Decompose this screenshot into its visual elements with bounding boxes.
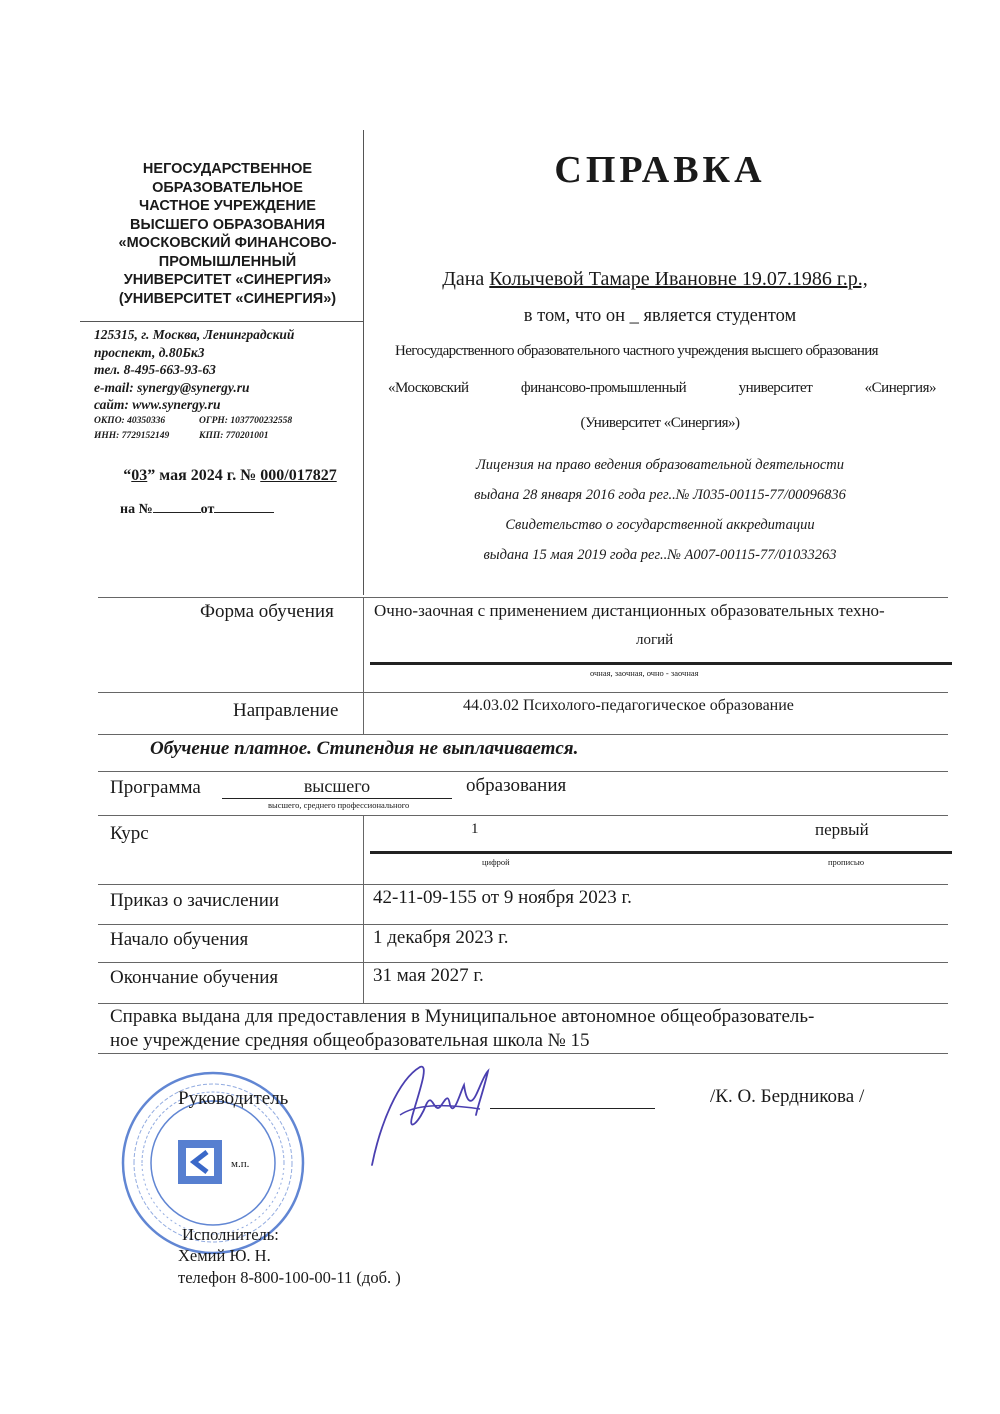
course-hint-words: прописью	[828, 857, 865, 867]
org-ogrn: ОГРН: 1037700232558	[199, 415, 293, 426]
form-value-line1: Очно-заочная с применением дистанционных образовательных техно-	[374, 601, 885, 620]
course-label: Курс	[110, 823, 149, 844]
row-divider	[98, 692, 948, 693]
license-line: Лицензия на право ведения образовательной деятельности	[475, 457, 845, 473]
header-divider	[80, 321, 363, 322]
given-to-line	[380, 268, 940, 291]
signatory-name: /К. О. Бердникова /	[710, 1086, 865, 1107]
license-line: Свидетельство о государственной аккредитации	[505, 517, 815, 533]
na-blank	[153, 499, 201, 513]
org-name-line: ОБРАЗОВАТЕЛЬНОЕ	[152, 179, 303, 196]
document-title: СПРАВКА	[554, 149, 766, 191]
form-label: Форма обучения	[200, 601, 334, 622]
signature-line	[490, 1108, 655, 1109]
program-hint: высшего, среднего профессионального	[268, 800, 410, 810]
institution-word: финансово-промышленный	[520, 380, 687, 396]
paid-note: Обучение платное. Стипендия не выплачивается.	[150, 738, 579, 759]
license-block	[380, 450, 940, 570]
handwritten-signature	[360, 1055, 510, 1175]
org-name-line: (УНИВЕРСИТЕТ «СИНЕРГИЯ»)	[118, 290, 337, 307]
header-vertical-divider	[363, 130, 364, 595]
org-address-line2: проспект, д.80Бк3	[94, 344, 205, 360]
reference-number-line	[120, 499, 274, 518]
purpose-line1: Справка выдана для предоставления в Муниципальное автономное общеобразователь-	[110, 1006, 815, 1027]
doc-number: 000/017827	[260, 467, 337, 484]
start-label: Начало обучения	[110, 929, 249, 950]
student-status-line: в том, что он _ является студентом	[523, 306, 797, 326]
organization-name	[80, 160, 375, 308]
column-divider	[363, 597, 364, 734]
program-value: высшего	[303, 776, 371, 796]
program-underline	[222, 798, 452, 799]
executor-phone: телефон 8-800-100-00-11 (доб. )	[178, 1268, 401, 1287]
column-divider	[363, 815, 364, 1003]
document-date-number: “03” мая 2024 г. № 000/017827	[123, 467, 337, 484]
form-value-line2: логий	[636, 632, 674, 648]
row-divider	[98, 884, 948, 885]
purpose-line2: ное учреждение средняя общеобразовательная школа № 15	[110, 1030, 590, 1051]
org-phone: тел. 8-495-663-93-63	[94, 362, 216, 377]
org-address-line1: 125315, г. Москва, Ленинградский	[94, 327, 295, 342]
org-kpp: КПП: 770201001	[199, 430, 269, 441]
row-divider	[98, 1053, 948, 1054]
course-digit: 1	[471, 821, 479, 837]
doc-day: 03	[131, 467, 148, 484]
executor-name: Хемий Ю. Н.	[178, 1246, 271, 1265]
org-site: сайт: www.synergy.ru	[94, 397, 221, 412]
institution-line2	[388, 380, 936, 397]
org-name-line: НЕГОСУДАРСТВЕННОЕ	[142, 161, 313, 177]
ot-blank	[214, 499, 274, 513]
license-line: выдана 28 января 2016 года рег..№ Л035-00115-77/00096836	[474, 487, 846, 503]
org-contacts	[94, 326, 359, 444]
direction-value: 44.03.02 Психолого-педагогическое образование	[463, 697, 794, 714]
doc-date: мая 2024 г. №	[159, 467, 257, 484]
given-prefix: Дана	[442, 268, 485, 290]
student-name: Колычевой Тамаре Ивановне 19.07.1986 г.р.,	[489, 268, 868, 290]
row-divider	[98, 815, 948, 816]
signatory-role: Руководитель	[178, 1088, 289, 1109]
org-codes-row2	[94, 429, 359, 444]
org-name-line: ВЫСШЕГО ОБРАЗОВАНИЯ	[130, 216, 325, 233]
order-label: Приказ о зачислении	[110, 890, 280, 911]
institution-word: университет	[738, 380, 813, 396]
org-codes-row1	[94, 414, 359, 429]
org-inn: ИНН: 7729152149	[94, 430, 170, 441]
org-name-line: ПРОМЫШЛЕННЫЙ	[158, 253, 297, 270]
org-name-line: ЧАСТНОЕ УЧРЕЖДЕНИЕ	[139, 198, 316, 214]
program-suffix: образования	[466, 775, 567, 796]
org-okpo: ОКПО: 40350336	[94, 415, 166, 426]
form-underline	[370, 662, 952, 665]
row-divider	[98, 734, 948, 735]
start-value: 1 декабря 2023 г.	[373, 927, 509, 948]
institution-word: «Московский	[388, 380, 469, 396]
institution-line1: Негосударственного образовательного частного учреждения высшего образования	[395, 343, 878, 359]
row-divider	[98, 771, 948, 772]
form-hint: очная, заочная, очно - заочная	[590, 668, 699, 678]
row-divider	[98, 597, 948, 598]
row-divider	[98, 924, 948, 925]
executor-label: Исполнитель:	[182, 1225, 279, 1244]
end-value: 31 мая 2027 г.	[373, 965, 484, 986]
order-value: 42-11-09-155 от 9 ноября 2023 г.	[373, 887, 632, 908]
row-divider	[98, 1003, 948, 1004]
org-email: e-mail: synergy@synergy.ru	[94, 379, 250, 395]
ot-label: от	[200, 502, 215, 517]
institution-word: «Синергия»	[864, 380, 936, 396]
course-hint-digit: цифрой	[482, 857, 510, 867]
org-name-line: «МОСКОВСКИЙ ФИНАНСОВО-	[118, 235, 337, 251]
org-name-line: УНИВЕРСИТЕТ «СИНЕРГИЯ»	[123, 272, 332, 288]
end-label: Окончание обучения	[110, 967, 279, 988]
course-underline	[370, 851, 952, 854]
na-label: на №	[120, 502, 153, 517]
stamp-mp-label: м.п.	[231, 1158, 250, 1170]
program-label: Программа	[110, 777, 201, 798]
direction-label: Направление	[233, 700, 339, 721]
institution-line3: (Университет «Синергия»)	[580, 415, 740, 431]
course-words: первый	[815, 820, 869, 839]
license-line: выдана 15 мая 2019 года рег..№ А007-00115-77/01033263	[483, 547, 837, 563]
row-divider	[98, 962, 948, 963]
